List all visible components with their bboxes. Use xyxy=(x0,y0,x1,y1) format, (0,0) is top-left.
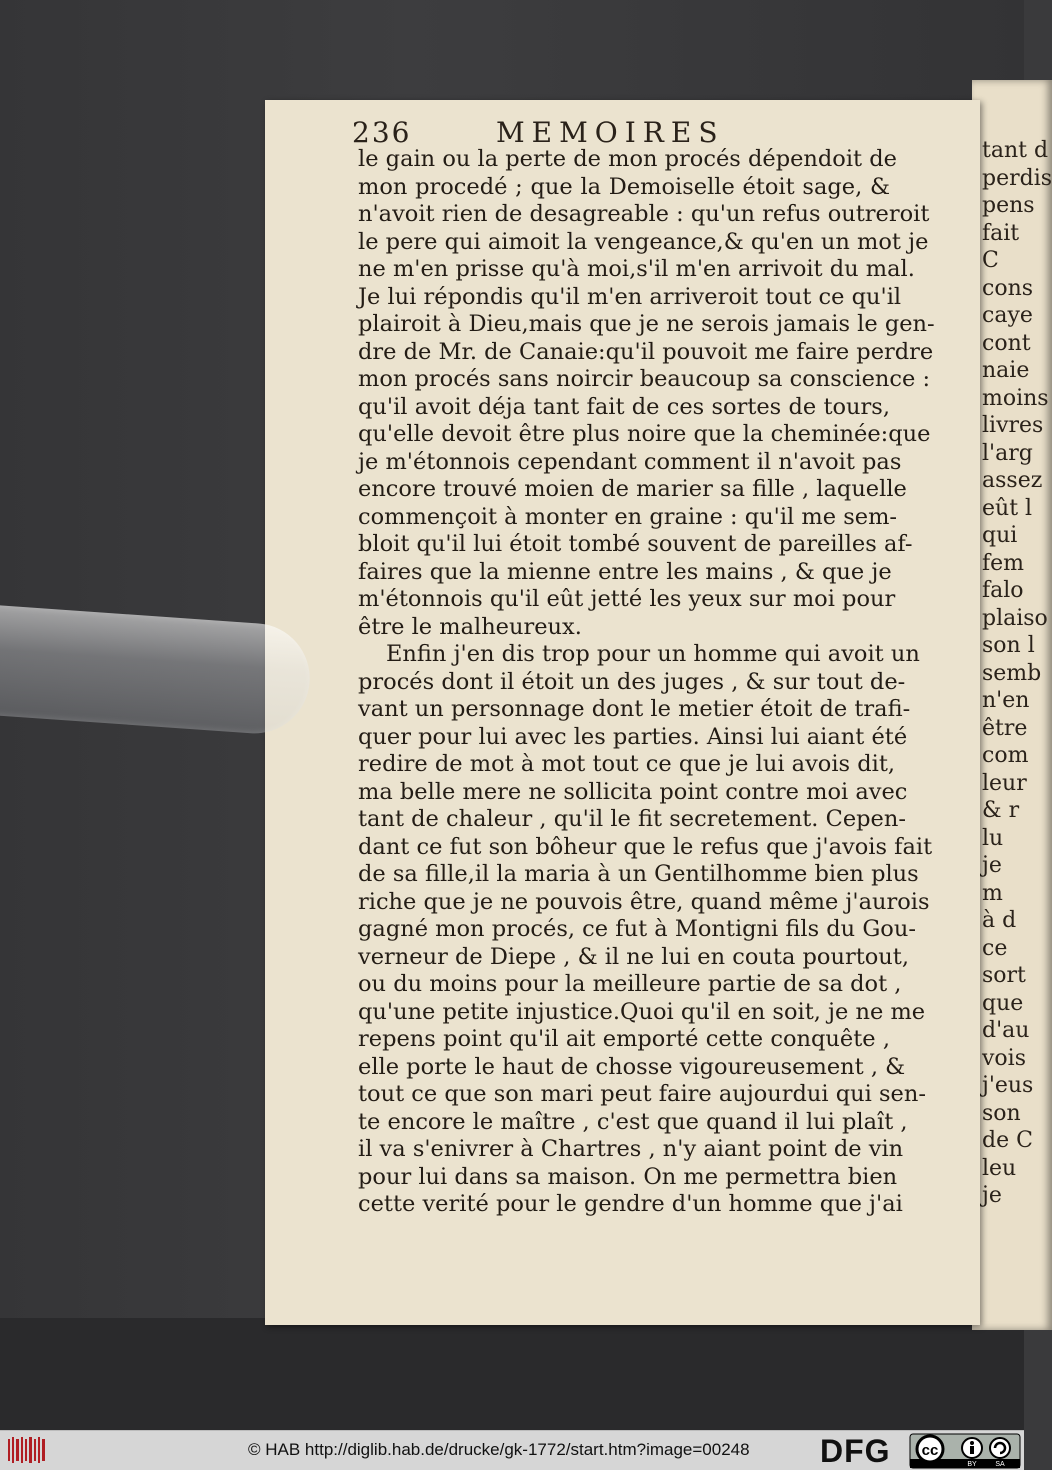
facing-page-fragment: cont xyxy=(982,330,1031,356)
facing-page-fragment: d'au xyxy=(982,1018,1030,1043)
facing-page-fragment: naie xyxy=(982,358,1030,383)
text-line: ma belle mere ne sollicita point contre moi avec xyxy=(358,778,908,805)
facing-page-fragment: perdis xyxy=(982,165,1052,191)
text-line: ou du moins pour la meilleure partie de sa dot , xyxy=(358,971,902,997)
facing-page-fragment: caye xyxy=(982,303,1033,328)
text-line: Je lui répondis qu'il m'en arriveroit tout ce qu'il xyxy=(358,283,902,310)
facing-page-fragment: livres xyxy=(982,413,1044,438)
text-line: procés dont il étoit un des juges , & sur tout de- xyxy=(358,668,906,695)
facing-page-fragment: plaiso xyxy=(982,605,1048,631)
text-line: bloit qu'il lui étoit tombé souvent de pareilles af- xyxy=(358,531,913,557)
text-line: qu'elle devoit être plus noire que la cheminée:que xyxy=(358,421,931,447)
facing-page-fragment: j'eus xyxy=(982,1073,1034,1098)
license-sa-label: SA xyxy=(995,1461,1005,1468)
citation-link[interactable]: © HAB http://diglib.hab.de/drucke/gk-1772/start.htm?image=00248 xyxy=(248,1440,750,1459)
text-line: commençoit à monter en graine : qu'il me sem- xyxy=(358,503,898,530)
text-line: mon procés sans noircir beaucoup sa conscience : xyxy=(358,366,931,392)
text-line: encore trouvé moien de marier sa fille , laquelle xyxy=(358,476,907,502)
facing-page-fragment: assez xyxy=(982,468,1043,493)
text-line: de sa fille,il la maria à un Gentilhomme bien plus xyxy=(358,861,919,887)
facing-page-fragment: je xyxy=(982,1183,1002,1208)
license-by-label: BY xyxy=(967,1461,977,1468)
facing-page xyxy=(972,80,1052,1330)
facing-page-fragment: qui xyxy=(982,523,1018,548)
facing-page-fragment: que xyxy=(982,990,1024,1016)
text-line: être le malheureux. xyxy=(358,613,582,640)
text-line: m'étonnois qu'il eût jetté les yeux sur moi pour xyxy=(358,586,896,612)
text-line: mon procedé ; que la Demoiselle étoit sage, & xyxy=(358,173,890,200)
text-line: redire de mot à mot tout ce que je lui avois dit, xyxy=(358,751,896,777)
running-head: MEMOIRES xyxy=(496,116,725,149)
viewer-footer xyxy=(0,1430,1024,1470)
text-line: riche que je ne pouvois être, quand même j'aurois xyxy=(358,888,930,915)
facing-page-fragment: com xyxy=(982,743,1029,768)
dfg-logo: DFG xyxy=(820,1433,891,1469)
text-line: tout ce que son mari peut faire aujourdui qui sen- xyxy=(358,1081,926,1107)
facing-page-fragment: leur xyxy=(982,770,1027,796)
text-line: le gain ou la perte de mon procés dépendoit de xyxy=(358,146,897,172)
text-line: vant un personnage dont le metier étoit de trafi- xyxy=(358,696,911,722)
facing-page-fragment: lu xyxy=(982,825,1004,851)
facing-page-fragment: leu xyxy=(982,1155,1017,1181)
facing-page-fragment: moins xyxy=(982,385,1049,411)
text-line: Enfin j'en dis trop pour un homme qui avoit un xyxy=(386,641,920,667)
text-line: qu'il avoit déja tant fait de ces sortes de tours, xyxy=(358,393,890,420)
facing-page-fragment: sort xyxy=(982,963,1026,988)
facing-page-fragment: être xyxy=(982,715,1028,741)
cc-license-icon[interactable] xyxy=(910,1434,1020,1468)
facing-page-fragment: pens xyxy=(982,193,1035,218)
svg-text:cc: cc xyxy=(921,1442,939,1459)
text-line: repens point qu'il ait emporté cette conquête , xyxy=(358,1026,890,1052)
text-line: il va s'enivrer à Chartres , n'y aiant point de vin xyxy=(358,1136,904,1162)
facing-page-fragment: je xyxy=(982,853,1002,878)
text-line: cette verité pour le gendre d'un homme que j'ai xyxy=(358,1191,903,1217)
text-line: je m'étonnois cependant comment il n'avoit pas xyxy=(358,448,902,475)
facing-page-fragment: fait xyxy=(982,220,1020,246)
text-line: te encore le maître , c'est que quand il lui plaît , xyxy=(358,1108,908,1135)
facing-page-fragment: & r xyxy=(982,798,1020,823)
facing-page-fragment: n'en xyxy=(982,688,1030,713)
facing-page-fragment: semb xyxy=(982,660,1042,686)
page-text xyxy=(358,146,935,1219)
page-number: 236 xyxy=(352,116,412,149)
facing-page-fragment: à d xyxy=(982,908,1017,933)
facing-page-fragment: son xyxy=(982,1100,1021,1126)
text-line: le pere qui aimoit la vengeance,& qu'en un mot je xyxy=(358,228,929,255)
text-line: gagné mon procés, ce fut à Montigni fils du Gou- xyxy=(358,916,916,942)
facing-page-fragment: eût l xyxy=(982,495,1033,521)
facing-page-fragment: de C xyxy=(982,1128,1033,1153)
text-line: n'avoit rien de desagreable : qu'un refus outreroit xyxy=(358,201,930,227)
text-line: pour lui dans sa maison. On me permettra bien xyxy=(358,1163,898,1190)
text-line: ne m'en prisse qu'à moi,s'il m'en arrivoit du mal. xyxy=(358,256,915,282)
text-line: plairoit à Dieu,mais que je ne serois jamais le gen- xyxy=(358,311,935,337)
hab-logo-icon xyxy=(8,1435,48,1465)
text-line: quer pour lui avec les parties. Ainsi lui aiant été xyxy=(358,723,908,750)
facing-page-fragment: cons xyxy=(982,275,1034,301)
text-line: dant ce fut son bôheur que le refus que j'avois fait xyxy=(358,833,933,860)
text-line: tant de chaleur , qu'il le fit secretement. Cepen- xyxy=(358,806,906,832)
text-line: verneur de Diepe , & il ne lui en couta pourtout, xyxy=(358,943,909,970)
text-line: qu'une petite injustice.Quoi qu'il en soit, je ne me xyxy=(358,998,926,1025)
facing-page-fragment: m xyxy=(982,880,1003,906)
facing-page-fragment: son l xyxy=(982,633,1035,658)
facing-page-fragment: vois xyxy=(982,1045,1026,1071)
facing-page-fragment: ce xyxy=(982,935,1008,961)
facing-page-fragment: falo xyxy=(982,578,1024,603)
text-line: dre de Mr. de Canaie:qu'il pouvoit me faire perdre xyxy=(358,338,934,365)
text-line: faires que la mienne entre les mains , & que je xyxy=(358,558,892,585)
facing-page-fragment: l'arg xyxy=(982,440,1033,466)
facing-page-fragment: C xyxy=(982,248,999,273)
facing-page-fragment: tant d xyxy=(982,138,1049,163)
facing-page-fragment: fem xyxy=(982,550,1025,576)
background-band xyxy=(0,1318,1024,1430)
text-line: elle porte le haut de chosse vigoureusement , & xyxy=(358,1053,906,1080)
